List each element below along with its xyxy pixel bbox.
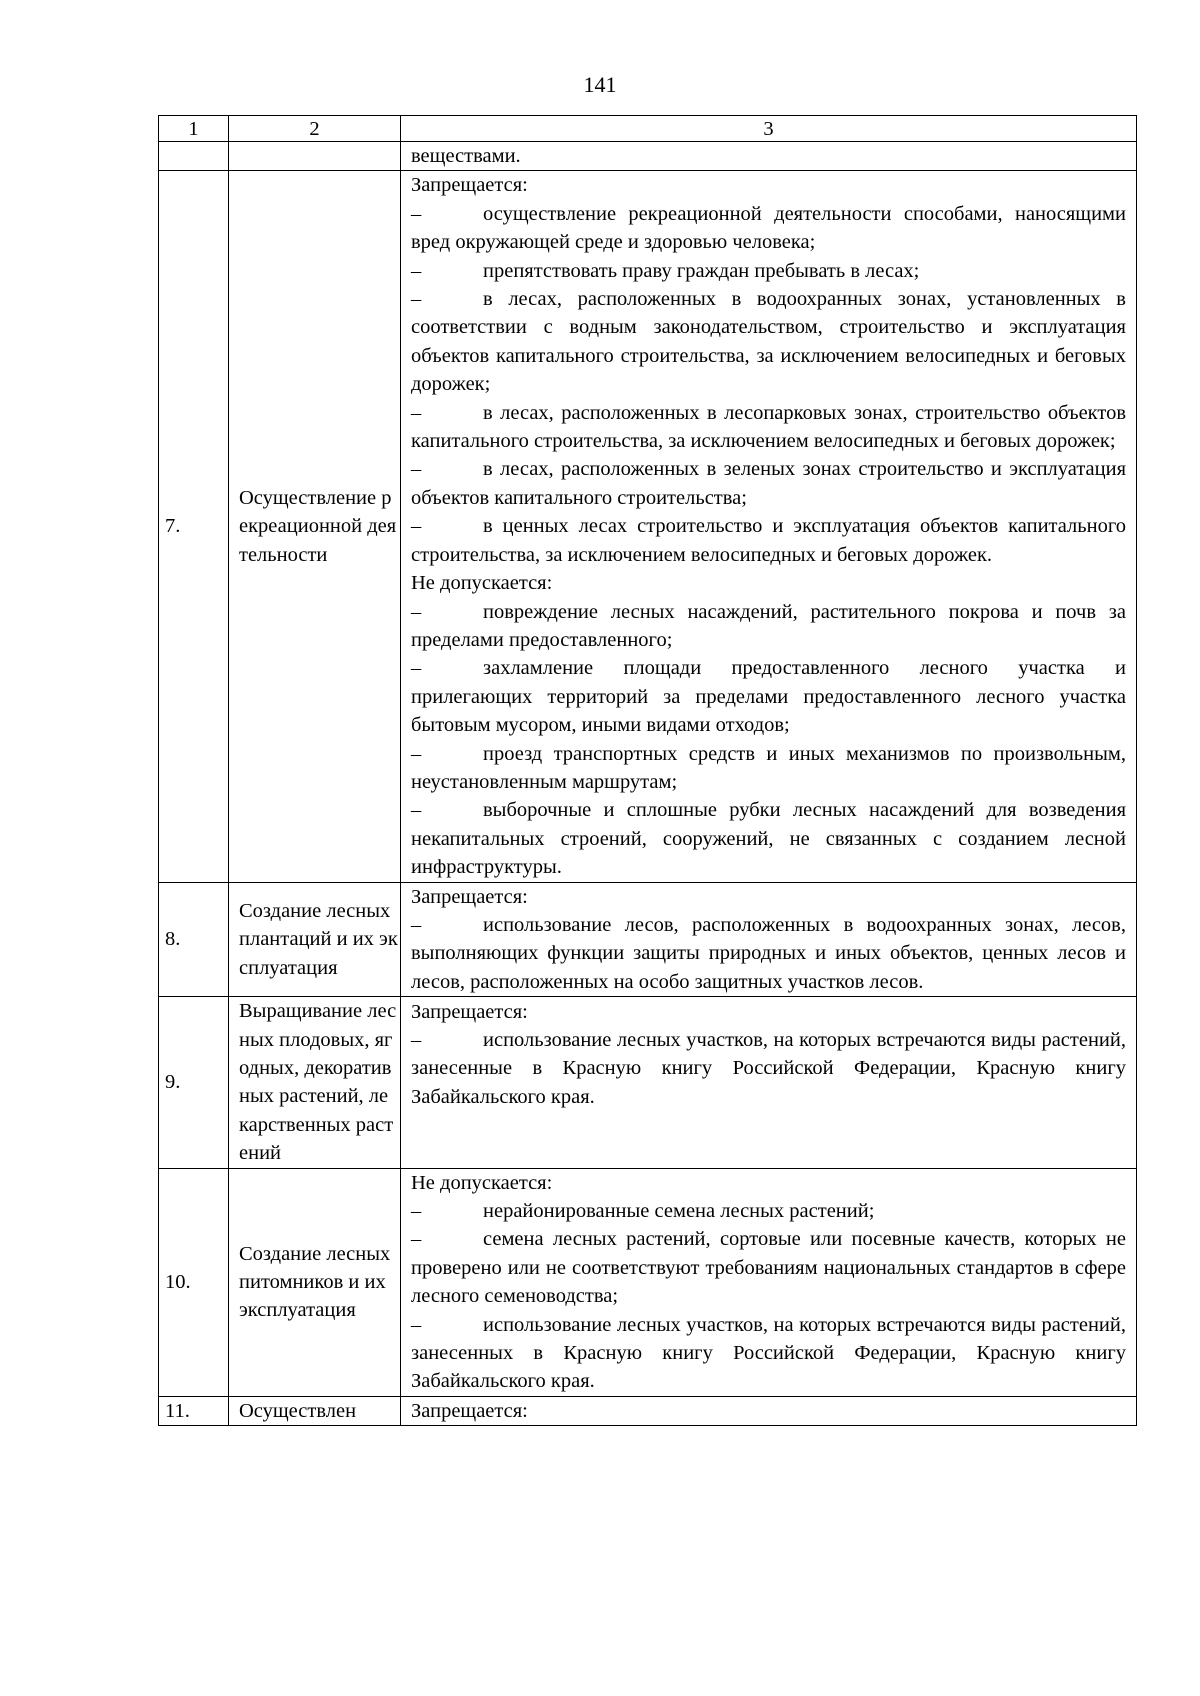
activity-name: Создание лесных плантаций и их эксплуатация [229,882,401,997]
restriction-item: – использование лесных участков, на которых встречаются виды растений, занесенные в Красную книгу Российской Федерации, Красную книгу Забайкальского края. [411,1026,1126,1111]
dash-bullet: – [411,742,422,765]
column-header-1: 1 [159,116,229,142]
restrictions-cell [401,1168,1137,1396]
block-heading: Запрещается: [411,1399,528,1422]
column-header-3: 3 [401,116,1137,142]
dash-bullet: – [411,657,422,680]
restriction-item: – в лесах, расположенных в зеленых зонах строительство и эксплуатация объектов капитального строительства; [411,455,1126,512]
restriction-item: – в лесах, расположенных в водоохранных зонах, установленных в соответствии с водным законодательством, строительство и эксплуатация объектов капитального строительства, за исключением велосипедных и беговых дорожек; [411,285,1126,399]
activity-name: Осуществление рекреационной деятельности [229,171,401,882]
dash-bullet: – [411,1313,422,1336]
block-heading: Запрещается: [411,885,528,908]
dash-bullet: – [411,202,422,225]
restriction-item: – использование лесных участков, на которых встречаются виды растений, занесенных в Красную книгу Российской Федерации, Красную книгу Забайкальского края. [411,1311,1126,1396]
block-heading: Запрещается: [411,174,528,197]
dash-bullet: – [411,1200,422,1223]
restriction-item: – использование лесов, расположенных в водоохранных зонах, лесов, выполняющих функции защиты природных и иных объектов, ценных лесов и лесов, расположенных на особо защитных участков лесов. [411,911,1126,996]
dash-bullet: – [411,515,422,538]
dash-bullet: – [411,401,422,424]
block-heading: Не допускается: [411,1171,553,1194]
dash-bullet: – [411,913,422,936]
dash-bullet: – [411,799,422,822]
activity-name: Осуществлен [229,1396,401,1425]
continuation-text: веществами. [411,145,521,167]
row-number: 10. [159,1168,229,1396]
restriction-item: – семена лесных растений, сортовые или посевные качеств, которых не проверено или не соответствуют требованиям национальных стандартов в сфере лесного семеноводства; [411,1225,1126,1310]
dash-bullet: – [411,259,422,282]
restriction-item: – проезд транспортных средств и иных механизмов по произвольным, неустановленным маршрутам; [411,740,1126,797]
table-row [159,882,1137,997]
restrictions-cell [401,882,1137,997]
table-row [159,1168,1137,1396]
table-row [159,997,1137,1168]
block-heading: Не допускается: [411,572,553,595]
restrictions-cell [401,997,1137,1168]
table-row [159,1396,1137,1425]
dash-bullet: – [411,458,422,481]
table-row [159,171,1137,882]
restriction-item: – захламление площади предоставленного лесного участка и прилегающих территорий за пределами предоставленного лесного участка бытовым мусором, иными видами отходов; [411,654,1126,739]
block-heading: Запрещается: [411,1000,528,1023]
restrictions-cell [401,171,1137,882]
restrictions-cell [401,1396,1137,1425]
restriction-item: – повреждение лесных насаждений, растительного покрова и почв за пределами предоставленного; [411,598,1126,655]
restriction-item: – нерайонированные семена лесных растений; [411,1197,1126,1225]
restriction-item: – в лесах, расположенных в лесопарковых зонах, строительство объектов капитального строительства, за исключением велосипедных и беговых дорожек; [411,399,1126,456]
cell-content [401,142,1137,171]
activity-name: Создание лесных питомников и их эксплуатация [229,1168,401,1396]
restriction-item: – препятствовать праву граждан пребывать в лесах; [411,257,1126,285]
table-row-continuation [159,142,1137,171]
table-header-row [159,116,1137,142]
restriction-item: – осуществление рекреационной деятельности способами, наносящими вред окружающей среде и здоровью человека; [411,200,1126,257]
row-number: 9. [159,997,229,1168]
cell-num [159,142,229,171]
activity-name: Выращивание лесных плодовых, ягодных, декоративных растений, лекарственных растений [229,997,401,1168]
row-number: 7. [159,171,229,882]
dash-bullet: – [411,288,422,311]
restriction-item: – выборочные и сплошные рубки лесных насаждений для возведения некапитальных строений, сооружений, не связанных с созданием лесной инфраструктуры. [411,796,1126,881]
column-header-2: 2 [229,116,401,142]
row-number: 11. [159,1396,229,1425]
restrictions-table [158,115,1137,1426]
dash-bullet: – [411,1228,422,1251]
dash-bullet: – [411,1029,422,1051]
cell-name [229,142,401,171]
dash-bullet: – [411,600,422,623]
row-number: 8. [159,882,229,997]
page-number: 141 [583,72,617,97]
restriction-item: – в ценных лесах строительство и эксплуатация объектов капитального строительства, за исключением велосипедных и беговых дорожек. [411,512,1126,569]
